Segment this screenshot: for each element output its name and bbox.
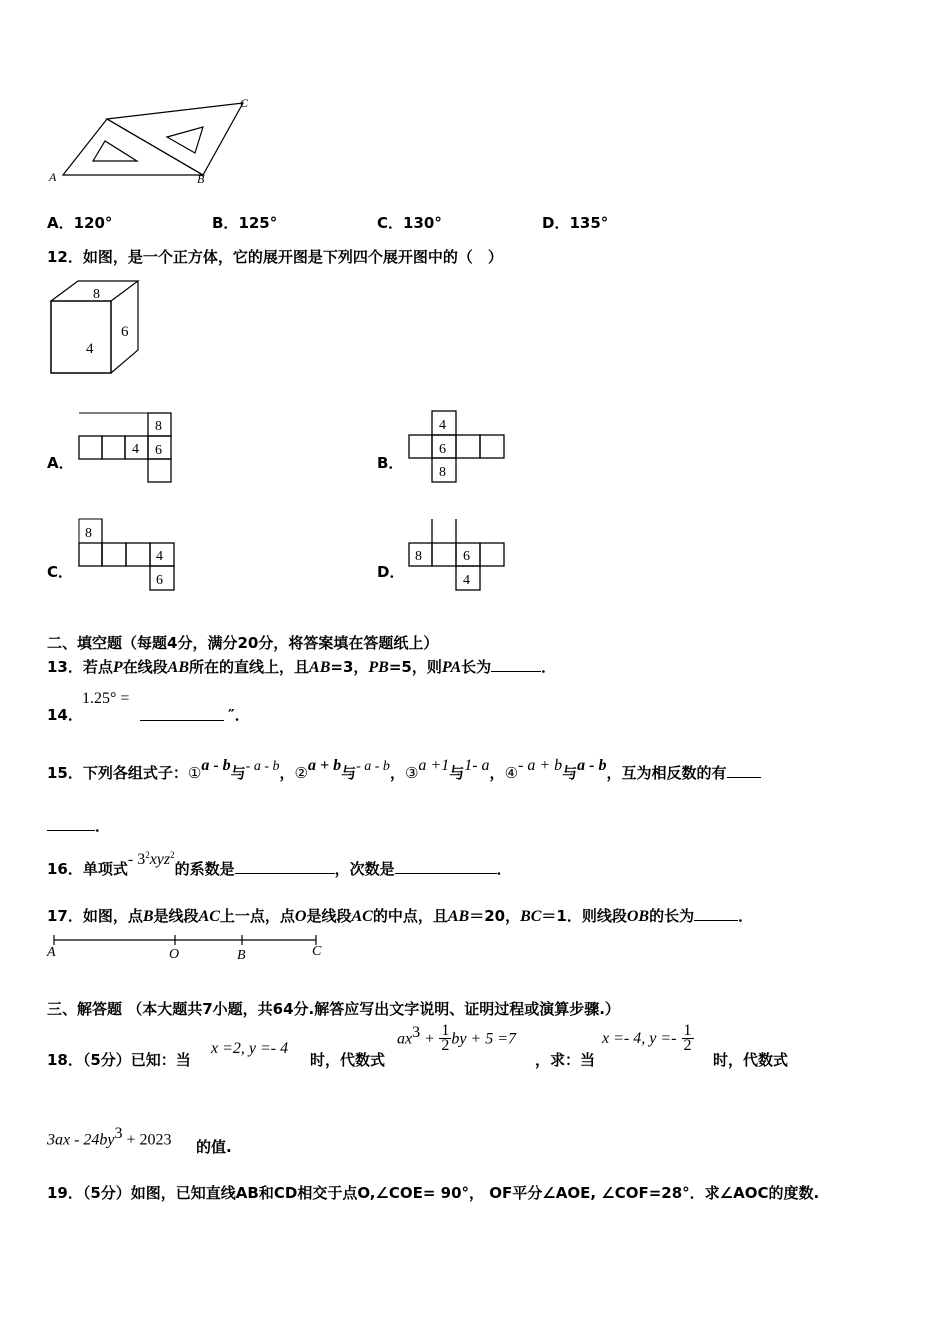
fraction-half: $\frac{1}{2}$ <box>683 1022 692 1054</box>
q17-answer-blank[interactable] <box>694 906 738 921</box>
q17-text: 的长为 <box>649 907 695 925</box>
q14-num: 14． <box>47 706 83 724</box>
var-b: B <box>142 908 154 925</box>
net-d-cell-6: 6 <box>463 549 470 564</box>
q13-text: 长为 <box>461 658 492 676</box>
expr: ax <box>397 1030 413 1048</box>
net-c-figure <box>78 518 178 592</box>
q16-coefficient-blank[interactable] <box>235 859 335 874</box>
q15-text: 与 <box>230 764 246 782</box>
q18-t2: ，求：当 <box>535 1051 596 1069</box>
q15 <box>47 757 761 783</box>
net-d-figure <box>408 518 508 592</box>
circled-1: ① <box>187 764 202 782</box>
option-key: D． <box>542 214 570 232</box>
net-b-cell-4: 4 <box>439 418 446 433</box>
q11-option-d[interactable] <box>542 212 608 233</box>
q13-text: 13．若点 <box>47 658 113 676</box>
net-b-cell-6: 6 <box>439 442 446 457</box>
expr: a - b <box>201 757 231 774</box>
net-b-cell-8: 8 <box>439 465 446 480</box>
q17-text: 是线段 <box>306 907 352 925</box>
q15-text: ， <box>389 764 405 782</box>
expr: a +1 <box>418 757 450 774</box>
var-ac: AC <box>351 908 373 925</box>
net-c-cell-4: 4 <box>156 549 163 564</box>
label-a: A <box>49 170 57 184</box>
q15-text: 与 <box>449 764 465 782</box>
q14-answer-blank[interactable] <box>140 706 224 725</box>
var-o: O <box>294 908 307 925</box>
section-2-heading: 二、填空题（每题4分，满分20分，将答案填在答题纸上） <box>47 634 439 652</box>
q12-stem: 12．如图，是一个正方体，它的展开图是下列四个展开图中的（ ） <box>47 248 503 266</box>
option-text: 125° <box>238 214 278 232</box>
q15-answer-blank[interactable] <box>727 763 761 778</box>
q16-text: 的系数是 <box>174 860 235 878</box>
net-c-cell-6: 6 <box>156 573 163 588</box>
option-text: 120° <box>73 214 113 232</box>
cube-top-label: 8 <box>93 287 100 302</box>
q17-text: 的中点，且 <box>372 907 448 925</box>
set-square-right-inner <box>167 127 203 153</box>
point-o-label: O <box>169 947 180 962</box>
q16 <box>47 850 512 879</box>
cube-figure <box>48 278 148 378</box>
q15-text: ． <box>95 817 111 835</box>
label-c: C <box>240 96 249 110</box>
var-ac: AC <box>198 908 220 925</box>
circled-3: ③ <box>404 764 419 782</box>
q18-expr2 <box>47 1125 172 1149</box>
option-key: B． <box>212 214 239 232</box>
q13-text: =3， <box>330 658 369 676</box>
q13-text: =5，则 <box>388 658 442 676</box>
var-ob: OB <box>626 908 650 925</box>
q15-text: 与 <box>562 764 578 782</box>
expr: a + b <box>307 757 342 774</box>
expr: a - b <box>577 757 607 774</box>
net-c-cell-8: 8 <box>85 526 92 541</box>
net-a-cell-8: 8 <box>155 419 162 434</box>
set-square-left <box>63 119 203 175</box>
var-ab: AB <box>167 659 190 676</box>
net-a-cell-4: 4 <box>132 442 139 457</box>
var-ab: AB <box>447 908 470 925</box>
q13 <box>47 656 556 677</box>
var-pa: PA <box>441 659 462 676</box>
q17-text: ． <box>738 907 754 925</box>
point-b-label: B <box>237 948 246 963</box>
q16-text: 16．单项式 <box>47 860 128 878</box>
set-square-right <box>107 103 243 175</box>
set-squares-figure <box>45 95 265 190</box>
circled-4: ④ <box>504 764 519 782</box>
q18-t1: 时，代数式 <box>310 1051 386 1069</box>
cube-front-label: 4 <box>86 341 94 357</box>
var-bc: BC <box>520 908 542 925</box>
point-c-label: C <box>312 944 322 959</box>
q12-option-c[interactable]: C． <box>47 563 74 581</box>
var-ab: AB <box>309 659 331 676</box>
q14-end: ″． <box>228 706 250 724</box>
q16-degree-blank[interactable] <box>395 859 497 874</box>
q11-option-c[interactable] <box>377 212 442 233</box>
q15-answer-blank-cont[interactable] <box>47 816 95 831</box>
expr: + 2023 <box>122 1131 172 1149</box>
q18-lead: 18．（5分）已知：当 <box>47 1051 191 1069</box>
expr: by + 5 =7 <box>451 1030 517 1048</box>
q12-option-b[interactable]: B． <box>377 454 404 472</box>
set-square-left-inner <box>93 141 137 161</box>
exponent: 2 <box>145 850 150 860</box>
cube-side-label: 6 <box>121 324 129 340</box>
q19: 19．（5分）如图，已知直线AB和CD相交于点O,∠COE= 90°， OF平分∠AOE, ∠COF=28°．求∠AOC的度数. <box>47 1184 820 1202</box>
q17-text: ＝20， <box>469 907 521 925</box>
section-3-heading: 三、解答题 （本大题共7小题，共64分.解答应写出文字说明、证明过程或演算步骤.） <box>47 1000 620 1018</box>
q17-text: 是线段 <box>153 907 199 925</box>
expr: 1- a <box>464 757 490 774</box>
expr: xyz <box>149 851 171 868</box>
expr: - a - b <box>245 759 280 774</box>
q11-option-a[interactable] <box>47 212 112 233</box>
option-key: C． <box>377 214 404 232</box>
expr: - a + b <box>518 757 563 774</box>
q18-cond2 <box>602 1024 694 1053</box>
option-text: 130° <box>403 214 442 232</box>
var-p: P <box>112 659 123 676</box>
option-text: 135° <box>569 214 609 232</box>
net-b-figure <box>408 410 508 484</box>
q13-text: 在线段 <box>122 658 168 676</box>
q18-expr1 <box>397 1024 516 1053</box>
q13-text: ． <box>541 658 557 676</box>
expr: - 3 <box>127 851 146 868</box>
q15-continuation <box>47 815 110 836</box>
expr: x =- 4, y =- <box>602 1030 677 1047</box>
label-b: B <box>197 172 205 186</box>
exponent: 2 <box>170 850 175 860</box>
net-a-cell-6: 6 <box>155 443 162 458</box>
q17 <box>47 905 753 926</box>
option-key: A． <box>47 214 74 232</box>
var-pb: PB <box>368 659 389 676</box>
q16-text: ． <box>496 860 512 878</box>
q18-t4: 的值. <box>196 1138 232 1156</box>
q18-t3: 时，代数式 <box>713 1051 789 1069</box>
q18-cond1: x =2, y =- 4 <box>211 1040 289 1057</box>
expr: - a - b <box>356 759 390 774</box>
q13-answer-blank[interactable] <box>491 657 541 672</box>
q13-text: 所在的直线上，且 <box>189 658 310 676</box>
exponent: 3 <box>412 1024 421 1041</box>
net-d-cell-8: 8 <box>415 549 422 564</box>
q12-option-a[interactable]: A． <box>47 454 74 472</box>
q17-text: 上一点，点 <box>219 907 295 925</box>
net-d-cell-4: 4 <box>463 573 470 588</box>
q11-option-b[interactable] <box>212 212 277 233</box>
q15-text: 与 <box>341 764 357 782</box>
fraction-half: $\frac{1}{2}$ <box>441 1022 450 1055</box>
segment-figure <box>44 930 334 964</box>
q15-text: ， <box>489 764 505 782</box>
q15-text: ，互为相反数的有 <box>606 764 727 782</box>
q16-text: ，次数是 <box>334 860 395 878</box>
expr: 3ax - 24by <box>47 1131 115 1149</box>
q15-text: 15．下列各组式子： <box>47 764 188 782</box>
q12-option-d[interactable]: D． <box>377 563 405 581</box>
plus: + <box>425 1030 435 1048</box>
q17-text: 17．如图，点 <box>47 907 143 925</box>
q14-expr: 1.25° = <box>82 690 130 707</box>
q15-text: ， <box>279 764 295 782</box>
circled-2: ② <box>294 764 308 782</box>
net-a-figure <box>78 412 174 484</box>
exponent: 3 <box>114 1125 123 1142</box>
q17-text: ＝1．则线段 <box>541 907 627 925</box>
point-a-label: A <box>47 945 56 960</box>
